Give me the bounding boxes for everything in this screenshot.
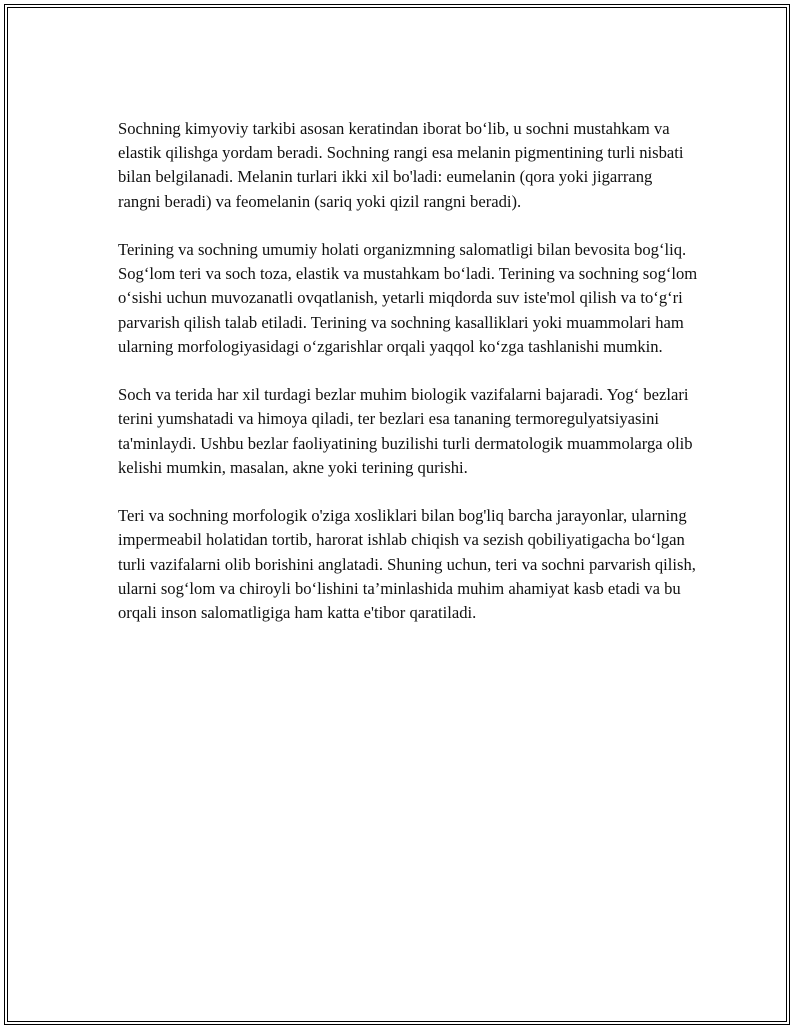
paragraph-keratin-melanin: Sochning kimyoviy tarkibi asosan keratindan iborat bo‘lib, u sochni mustahkam va elastik qilishga yordam beradi. Sochning rangi esa melanin pigmentining turli nisbati bilan belgilanadi. Melanin turlari ikki xil bo'ladi: eumelanin (qora yoki jigarrang rangni beradi) va feomelanin (sariq yoki qizil rangni beradi). bbox=[118, 119, 684, 211]
document-body bbox=[118, 117, 698, 649]
paragraph-morphology-care: Teri va sochning morfologik o'ziga xosliklari bilan bog'liq barcha jarayonlar, ularning impermeabil holatidan tortib, harorat ishlab chiqish va sezish qobiliyatigacha bo‘lgan turli vazifalarni olib borishini anglatadi. Shuning uchun, teri va sochni parvarish qilish, ularni sog‘lom va chiroyli bo‘lishini ta’minlashida muhim ahamiyat kasb etadi va bu orqali inson salomatligiga ham katta e'tibor qaratiladi. bbox=[118, 506, 696, 623]
paragraph-health-condition: Terining va sochning umumiy holati organizmning salomatligi bilan bevosita bog‘liq. Sog‘lom teri va soch toza, elastik va mustahkam bo‘ladi. Terining va sochning sog‘lom o‘sishi uchun muvozanatli ovqatlanish, yetarli miqdorda suv iste'mol qilish va to‘g‘ri parvarish qilish talab etiladi. Terining va sochning kasalliklari yoki muammolari ham ularning morfologiyasidagi o‘zgarishlar orqali yaqqol ko‘zga tashlanishi mumkin. bbox=[118, 240, 698, 356]
paragraph-glands: Soch va terida har xil turdagi bezlar muhim biologik vazifalarni bajaradi. Yog‘ bezlari terini yumshatadi va himoya qiladi, ter bezlari esa tananing termoregulyatsiyasini ta'minlaydi. Ushbu bezlar faoliyatining buzilishi turli dermatologik muammolarga olib kelishi mumkin, masalan, akne yoki terining qurishi. bbox=[118, 385, 693, 477]
